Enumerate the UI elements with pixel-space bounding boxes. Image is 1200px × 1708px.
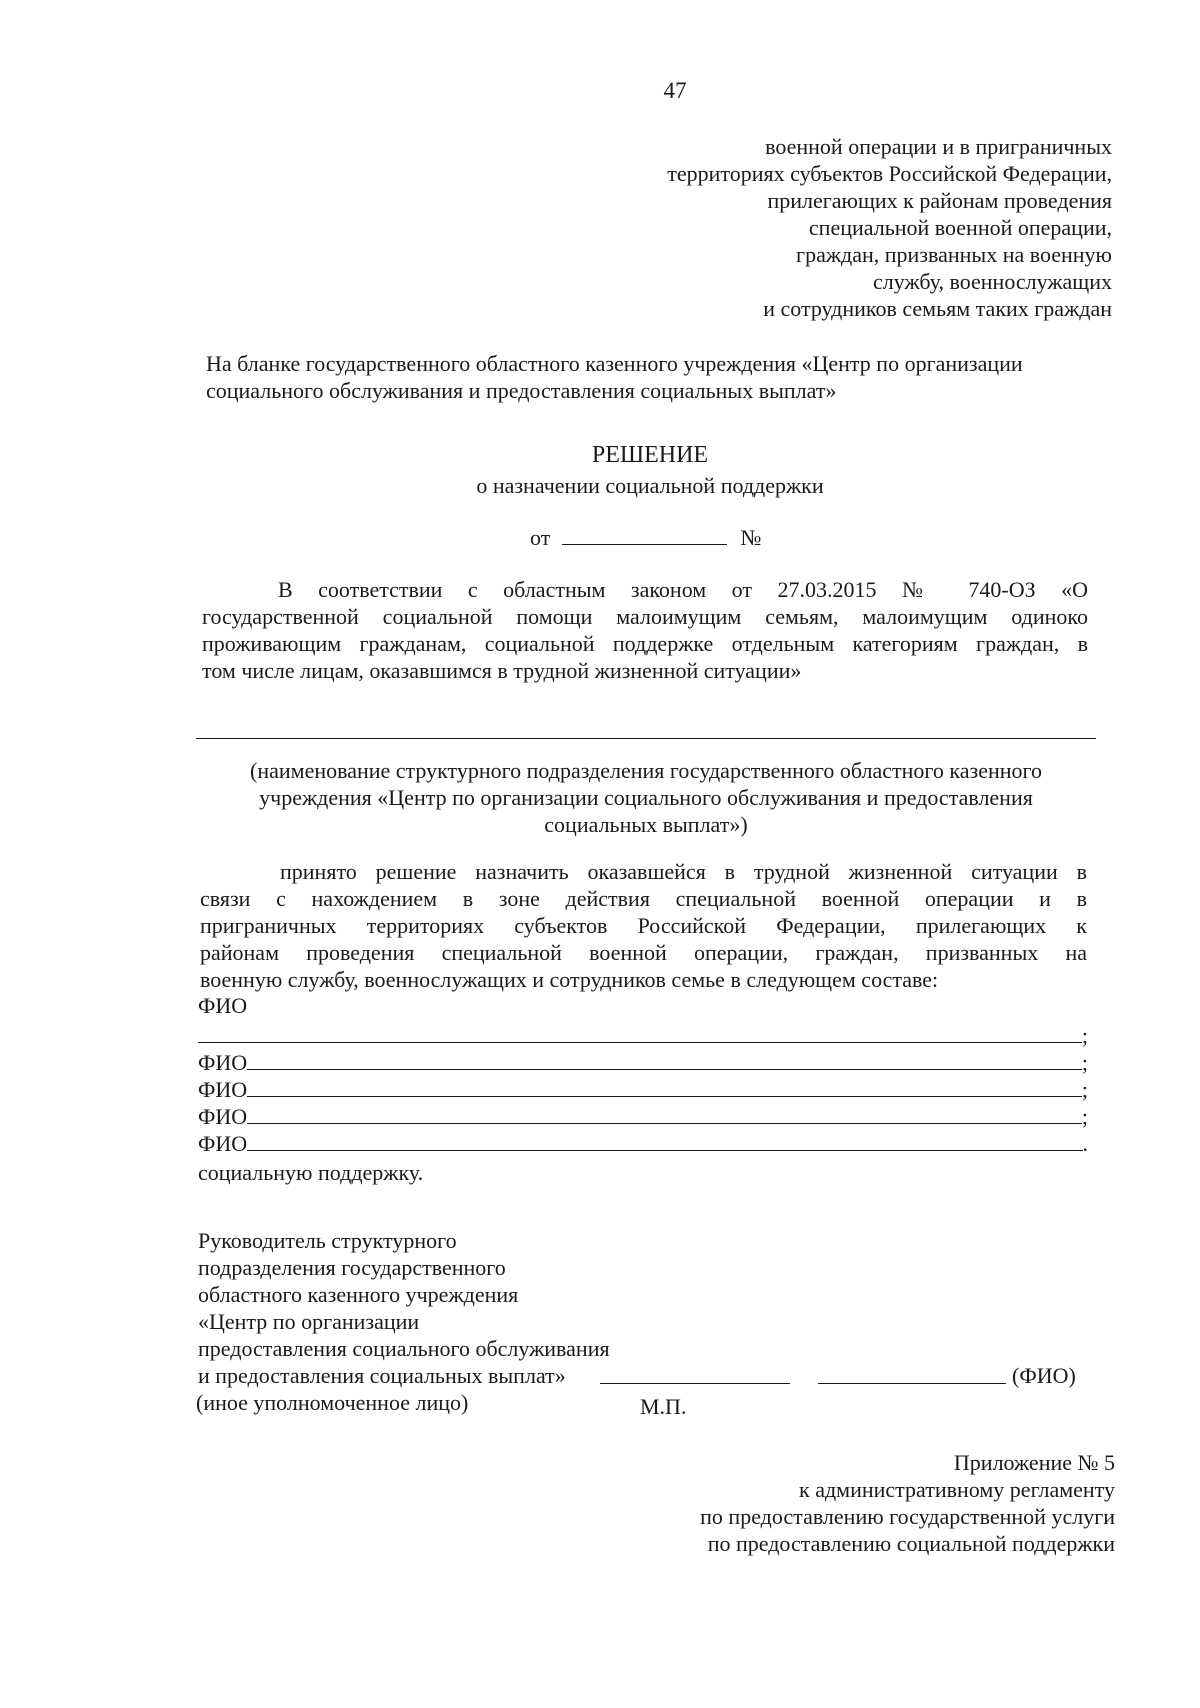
fio-label: ФИО (198, 1050, 248, 1075)
header-line: прилегающих к районам проведения (767, 188, 1112, 213)
other-person-caption: (иное уполномоченное лицо) (196, 1390, 469, 1415)
letterhead-note-line: На бланке государственного областного казенного учреждения «Центр по организации (206, 351, 1023, 376)
fio-label: ФИО (198, 993, 248, 1018)
appendix-line: по предоставлению социальной поддержки (707, 1531, 1115, 1556)
header-line: службу, военнослужащих (872, 269, 1112, 294)
signature-line: Руководитель структурного (198, 1228, 457, 1253)
row-end: ; (1081, 1050, 1088, 1075)
fio-field[interactable] (247, 1076, 1082, 1097)
fio-label: ФИО (198, 1104, 248, 1129)
fio-field[interactable] (247, 1130, 1082, 1151)
page-number: 47 (663, 78, 687, 103)
decision-text-line: связи с нахождением в зоне действия специальной военной операции и в (200, 886, 1087, 911)
signature-line: областного казенного учреждения (198, 1282, 519, 1307)
appendix-line: по предоставлению государственной услуги (700, 1504, 1115, 1529)
family-member-row[interactable] (198, 1022, 1088, 1049)
law-reference-line: В соответствии с областным законом от 27.03.2015 № 740-ОЗ «О (278, 577, 1088, 602)
decision-text-line: районам проведения специальной военной операции, граждан, призванных на (200, 940, 1087, 965)
division-caption-line: (наименование структурного подразделения государственного областного казенного (250, 758, 1042, 783)
date-field[interactable] (562, 524, 727, 545)
fio-caption: (ФИО) (1012, 1363, 1076, 1388)
law-reference-line: том числе лицам, оказавшимся в трудной жизненной ситуации» (202, 658, 802, 683)
signature-line: предоставления социального обслуживания (198, 1336, 610, 1361)
family-member-row[interactable] (198, 1130, 1088, 1157)
decision-text-line: военную службу, военнослужащих и сотрудников семье в следующем составе: (200, 967, 939, 992)
family-member-row[interactable] (198, 1076, 1088, 1103)
letterhead-note-line: социального обслуживания и предоставления социальных выплат» (206, 378, 837, 403)
header-line: граждан, призванных на военную (796, 242, 1112, 267)
fio-label: ФИО (198, 1077, 248, 1102)
signature-line: и предоставления социальных выплат» (198, 1363, 566, 1388)
row-end: . (1082, 1131, 1088, 1156)
decision-title: РЕШЕНИЕ (591, 442, 709, 468)
row-end: ; (1081, 1104, 1088, 1129)
law-reference-line: государственной социальной помощи малоимущим семьям, малоимущим одиноко (202, 604, 1088, 629)
fio-field[interactable] (247, 1049, 1082, 1070)
header-line: территориях субъектов Российской Федерации, (667, 161, 1112, 186)
fio-signature-field[interactable] (818, 1383, 1006, 1384)
law-reference-line: проживающим гражданам, социальной поддержке отдельным категориям граждан, в (202, 631, 1088, 656)
division-caption-line: социальных выплат») (544, 812, 748, 837)
fio-label: ФИО (198, 1131, 248, 1156)
decision-text-line: приграничных территориях субъектов Российской Федерации, прилегающих к (200, 913, 1087, 938)
division-name-field[interactable] (196, 738, 1096, 739)
seal-label: М.П. (640, 1394, 687, 1419)
family-member-row[interactable] (198, 1049, 1088, 1076)
date-label: от (530, 525, 551, 550)
family-closing: социальную поддержку. (198, 1160, 424, 1185)
header-line: и сотрудников семьям таких граждан (763, 296, 1112, 321)
decision-subtitle: о назначении социальной поддержки (476, 473, 824, 498)
signature-field[interactable] (600, 1383, 790, 1384)
date-number-line (530, 524, 761, 551)
fio-field[interactable] (198, 1022, 1082, 1043)
header-line: специальной военной операции, (808, 215, 1112, 240)
number-label: № (740, 525, 762, 550)
appendix-line: Приложение № 5 (953, 1450, 1115, 1475)
row-end: ; (1081, 1023, 1088, 1048)
fio-field[interactable] (247, 1103, 1082, 1124)
header-line: военной операции и в приграничных (765, 134, 1112, 159)
family-member-row[interactable] (198, 1103, 1088, 1130)
signature-line: «Центр по организации (198, 1309, 420, 1334)
appendix-line: к административному регламенту (799, 1477, 1115, 1502)
row-end: ; (1081, 1077, 1088, 1102)
signature-line: подразделения государственного (198, 1255, 506, 1280)
decision-text-line: принято решение назначить оказавшейся в трудной жизненной ситуации в (280, 859, 1087, 884)
division-caption-line: учреждения «Центр по организации социального обслуживания и предоставления (259, 785, 1033, 810)
